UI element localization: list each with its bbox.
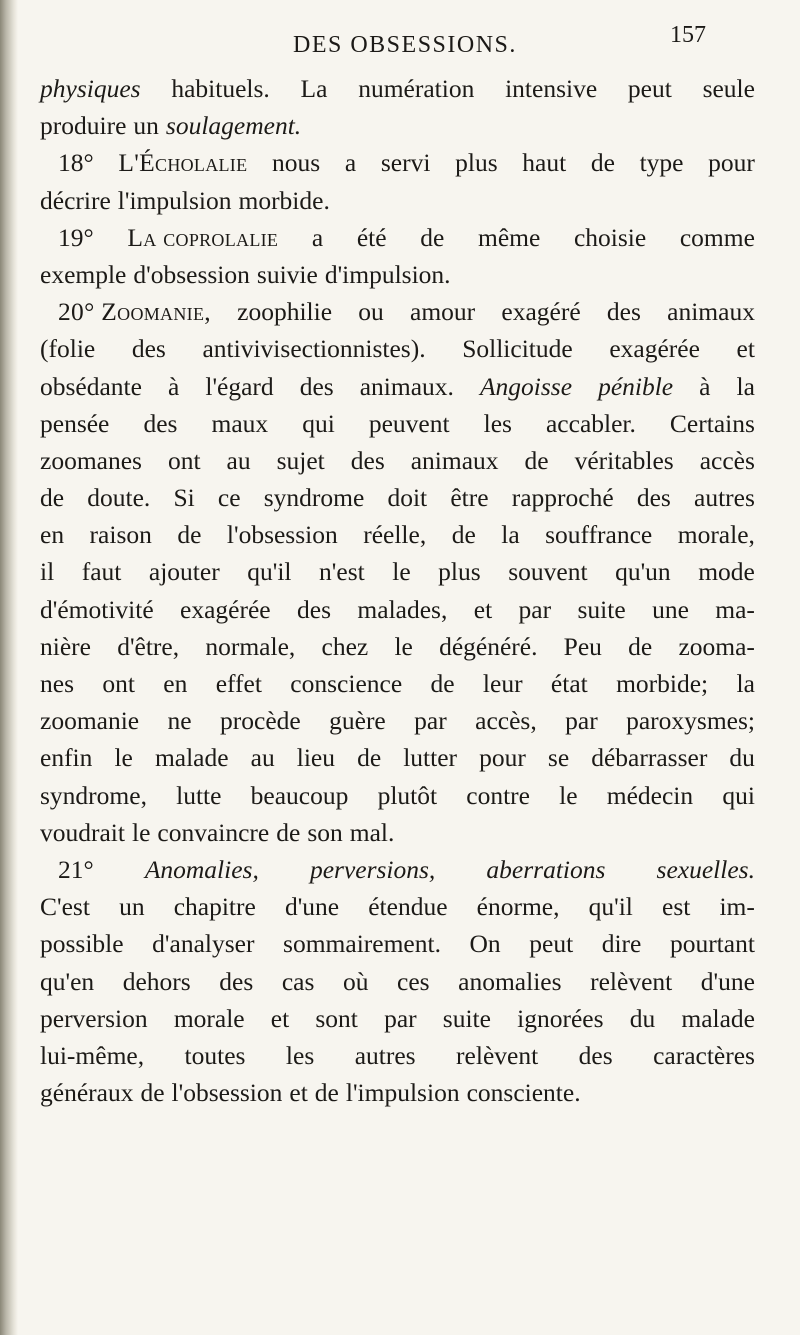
word: exemple [40, 259, 127, 289]
word: aberrations [486, 854, 606, 884]
word: ajouter [148, 557, 220, 587]
word: le [394, 631, 413, 661]
word: d'émotivité [40, 594, 154, 624]
word: perversion [40, 1003, 148, 1033]
word: caractères [653, 1040, 755, 1070]
text-line [40, 297, 755, 334]
word: ne [167, 706, 192, 736]
text-line [40, 743, 755, 780]
word: qu'en [40, 966, 95, 996]
word: sujet [276, 445, 325, 475]
word: le [131, 817, 151, 847]
text-line [40, 260, 755, 297]
word: cas [281, 966, 315, 996]
word: généraux [40, 1078, 134, 1108]
text-line [40, 781, 755, 818]
text-line [40, 706, 755, 743]
word: a [344, 148, 357, 178]
word: guère [329, 706, 386, 736]
word: de [140, 1078, 165, 1108]
word: d'une [284, 892, 340, 922]
word: accabler. [545, 408, 636, 438]
word: pour [708, 148, 755, 178]
text-line [40, 1041, 755, 1078]
word: morbide; [616, 669, 709, 698]
word: Peu [563, 631, 602, 661]
word: pensée [40, 408, 110, 438]
word: débarrasser [591, 743, 708, 773]
word: à [168, 371, 180, 401]
word: physiques [40, 74, 141, 103]
word: antivivisectionnistes). [202, 334, 426, 364]
word: en [40, 520, 65, 550]
word: morale, [677, 520, 755, 550]
word: réelle, [363, 520, 427, 550]
word: par [518, 594, 552, 624]
word: possible [40, 929, 124, 959]
word: procède [220, 706, 301, 736]
word: la [501, 520, 520, 550]
word: La coprolalie [127, 222, 279, 252]
word: accès [699, 445, 755, 475]
word: perversions, [309, 854, 436, 884]
word: il [40, 557, 55, 587]
word: d'une [700, 966, 755, 996]
word: soulagement. [165, 111, 302, 141]
word: relèvent [590, 966, 673, 996]
word: en [163, 669, 188, 698]
word: L'Écholalie [118, 148, 248, 178]
text-line [40, 855, 755, 892]
running-header [0, 20, 800, 60]
word: pour [479, 743, 526, 773]
word: exagéré [501, 297, 581, 327]
word: intensive [505, 74, 598, 103]
word: pénible [598, 371, 674, 401]
word: peuvent [368, 408, 450, 438]
word: nière [40, 631, 91, 661]
word: ignorées [517, 1003, 604, 1033]
word: qui [722, 780, 755, 810]
word: rapproché [511, 483, 614, 513]
word: état [550, 669, 588, 698]
word: de [590, 148, 615, 178]
word: mal. [349, 817, 395, 847]
word: est [662, 892, 691, 922]
word: même [477, 222, 541, 252]
word: malades, [357, 594, 448, 624]
word: accès, [475, 706, 537, 736]
word: qu'un [615, 557, 671, 587]
text-line [40, 446, 755, 483]
word: du [729, 743, 755, 773]
word: être [450, 483, 489, 513]
word: chez [321, 631, 369, 661]
text-line [40, 148, 755, 185]
word: comme [679, 222, 755, 252]
word: autres [694, 483, 755, 513]
text-line [40, 929, 755, 966]
word: doute. [87, 483, 151, 513]
word: de [357, 743, 382, 773]
word: pourtant [669, 929, 755, 959]
word: produire [40, 111, 127, 141]
word: d'analyser [152, 929, 255, 959]
text-line [40, 892, 755, 929]
text-line [40, 111, 755, 148]
text-line [40, 483, 755, 520]
word: leur [482, 669, 523, 698]
text-line [40, 186, 755, 223]
word: la [736, 669, 755, 698]
body-text [40, 74, 755, 1115]
word: le [114, 743, 133, 773]
word: de [276, 817, 301, 847]
word: énorme, [476, 892, 560, 922]
word: im- [719, 892, 755, 922]
word: par [384, 1003, 417, 1033]
word: conscience [290, 669, 403, 698]
word: par [414, 706, 447, 736]
text-line [40, 557, 755, 594]
word: des [606, 297, 641, 327]
word: au [226, 445, 251, 475]
word: des [297, 594, 332, 624]
word: ont [167, 445, 201, 475]
text-line [40, 1004, 755, 1041]
word: qui [302, 408, 335, 438]
word: doit [387, 483, 428, 513]
text-line [40, 818, 755, 855]
word: Sollicitude [462, 334, 573, 364]
text-line [40, 223, 755, 260]
word: faut [81, 557, 122, 587]
word: raison [89, 520, 152, 550]
word: numération [358, 74, 475, 103]
word: et [473, 594, 493, 624]
page-binding-edge [0, 0, 18, 1335]
word: morbide. [238, 185, 330, 215]
word: et [270, 1003, 290, 1033]
word: de [314, 1078, 339, 1108]
word: lieu [296, 743, 336, 773]
word: servi [380, 148, 431, 178]
word: où [342, 966, 369, 996]
word: zoomanes [40, 445, 142, 475]
word: se [547, 743, 570, 773]
word: beaucoup [250, 780, 349, 810]
text-line [40, 372, 755, 409]
word: l'égard [205, 371, 274, 401]
word: les [483, 408, 512, 438]
word: des [636, 483, 671, 513]
word: suite [442, 1003, 491, 1033]
word: habituels. [171, 74, 270, 103]
word: souvent [508, 557, 588, 587]
word: ont [102, 669, 135, 698]
word: de [420, 222, 445, 252]
word: été [356, 222, 387, 252]
word: sont [315, 1003, 358, 1033]
word: étendue [368, 892, 448, 922]
word: effet [215, 669, 262, 698]
text-line [40, 334, 755, 371]
word: des [299, 371, 334, 401]
word: chapitre [173, 892, 256, 922]
word: des [578, 1040, 613, 1070]
word: de [430, 669, 455, 698]
word: 18° [58, 148, 94, 178]
word: ces [397, 966, 430, 996]
word: suivie [256, 259, 318, 289]
word: un [133, 111, 159, 141]
text-line [40, 1078, 755, 1115]
text-line [40, 74, 755, 111]
word: syndrome [263, 483, 365, 513]
word: l'impulsion [345, 1078, 460, 1108]
word: consciente. [466, 1078, 581, 1108]
word: d'être, [117, 631, 180, 661]
word: décrire [40, 185, 111, 215]
word: plus [438, 557, 481, 587]
word: enfin [40, 743, 93, 773]
word: ma- [715, 594, 755, 624]
word: les [285, 1040, 315, 1070]
word: nous [272, 148, 321, 178]
word: sexuelles. [656, 854, 755, 884]
word: ce [217, 483, 241, 513]
word: animaux [667, 297, 755, 327]
word: anomalies [458, 966, 562, 996]
word: de [628, 631, 653, 661]
word: 21° [58, 854, 94, 884]
word: un [119, 892, 145, 922]
word: haut [522, 148, 567, 178]
word: morale [173, 1003, 245, 1033]
word: toutes [184, 1040, 246, 1070]
word: de [524, 445, 549, 475]
word: paroxysmes; [626, 706, 755, 736]
word: une [652, 594, 689, 624]
word: animaux [410, 445, 499, 475]
word: et [736, 334, 755, 364]
word: le [559, 780, 578, 810]
word: des [219, 966, 254, 996]
word: qu'il [247, 557, 292, 587]
running-title: DES OBSESSIONS. [293, 32, 517, 58]
word: lui-même, [40, 1040, 145, 1070]
word: de [177, 520, 202, 550]
page-number: 157 [670, 22, 706, 48]
word: le [392, 557, 411, 587]
word: des [131, 334, 166, 364]
word: souffrance [545, 520, 653, 550]
word: l'impulsion [117, 185, 232, 215]
word: relèvent [456, 1040, 539, 1070]
word: obsédante [40, 371, 142, 401]
word: choisie [573, 222, 647, 252]
word: au [250, 743, 275, 773]
word: n'est [319, 557, 365, 587]
word: à [699, 371, 711, 401]
word: voudrait [40, 817, 125, 847]
word: dire [601, 929, 642, 959]
word: type [639, 148, 684, 178]
word: amour [410, 297, 476, 327]
text-line [40, 409, 755, 446]
word: suite [577, 594, 626, 624]
word: syndrome, [40, 780, 147, 810]
word: animaux. [359, 371, 454, 401]
word: Anomalies, [144, 854, 259, 884]
word: de [451, 520, 476, 550]
word: dehors [122, 966, 191, 996]
word: son [307, 817, 343, 847]
word: des [143, 408, 178, 438]
word: C'est [40, 892, 90, 922]
word: mode [698, 557, 755, 587]
word: médecin [606, 780, 694, 810]
word: contre [466, 780, 530, 810]
word: zooma- [678, 631, 755, 661]
word: exagérée [609, 334, 700, 364]
word: autres [354, 1040, 416, 1070]
word: plutôt [377, 780, 438, 810]
word: sommairement. [283, 929, 441, 959]
word: qu'il [588, 892, 633, 922]
word: zoomanie [40, 706, 140, 736]
word: seule [702, 74, 755, 103]
word: par [565, 706, 598, 736]
word: malade [681, 1003, 755, 1033]
text-line [40, 595, 755, 632]
word: la [736, 371, 755, 401]
word: zoophilie [237, 297, 333, 327]
word: convaincre [157, 817, 270, 847]
word: peut [627, 74, 672, 103]
word: exagérée [180, 594, 271, 624]
word: l'obsession [171, 1078, 283, 1108]
word: a [311, 222, 324, 252]
word: malade [154, 743, 229, 773]
word: de [40, 483, 65, 513]
text-line [40, 669, 755, 706]
word: lutter [403, 743, 458, 773]
word: véritables [574, 445, 674, 475]
word: normale, [205, 631, 296, 661]
word: d'impulsion. [324, 259, 451, 289]
word: lutte [176, 780, 222, 810]
word: Angoisse [479, 371, 573, 401]
text-line [40, 632, 755, 669]
word: dégénéré. [439, 631, 538, 661]
word: On [469, 929, 501, 959]
word: plus [455, 148, 498, 178]
word: La [300, 74, 328, 103]
word: maux [211, 408, 269, 438]
word: d'obsession [133, 259, 250, 289]
word: du [629, 1003, 656, 1033]
word: et [289, 1078, 308, 1108]
word: (folie [40, 334, 96, 364]
word: 19° [58, 222, 94, 252]
word: ou [358, 297, 384, 327]
word: 20° Zoomanie, [58, 297, 211, 327]
word: peut [529, 929, 574, 959]
word: des [350, 445, 385, 475]
word: Certains [669, 408, 755, 438]
word: Si [173, 483, 195, 513]
text-line [40, 520, 755, 557]
word: l'obsession [226, 520, 338, 550]
word: nes [40, 669, 74, 698]
text-line [40, 967, 755, 1004]
